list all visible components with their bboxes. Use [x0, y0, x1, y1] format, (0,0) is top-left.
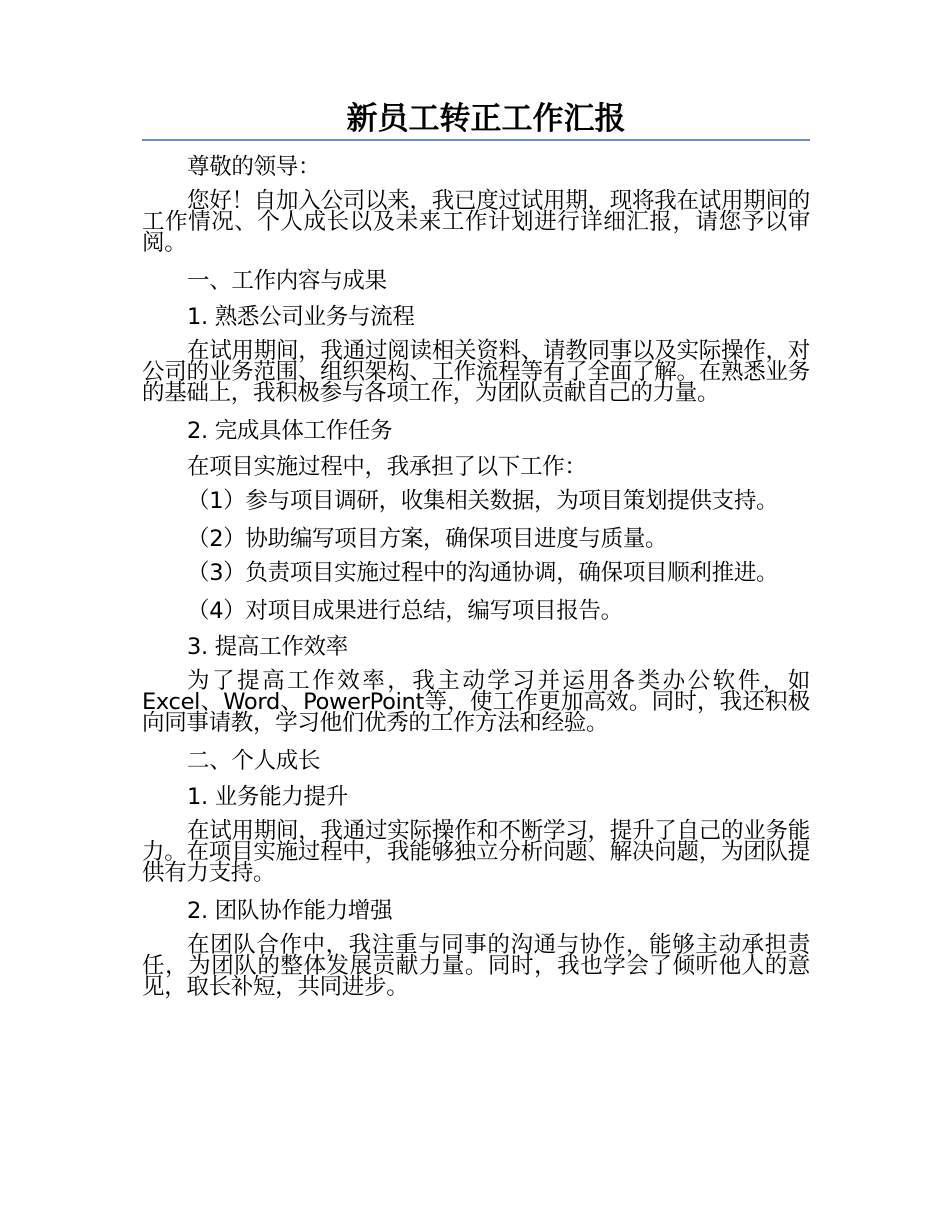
document-title: 新员工转正工作汇报 [346, 101, 626, 137]
document-page [142, 100, 810, 1013]
title-underline [142, 139, 810, 141]
paragraph-teamwork: 在团队合作中，我注重与同事的沟通与协作，能够主动承担责任，为团队的整体发展贡献力量。同时，我也学会了倾听他人的意见，取长补短，共同进步。 [142, 932, 810, 1000]
paragraph-business-ability: 在试用期间，我通过实际操作和不断学习，提升了自己的业务能力。在项目实施过程中，我能够独立分析问题、解决问题，为团队提供有力支持。 [142, 818, 810, 886]
section-heading-work: 一、工作内容与成果 [187, 268, 387, 294]
task-item: （1）参与项目调研，收集相关数据，为项目策划提供支持。 [187, 488, 779, 514]
section-heading-growth: 二、个人成长 [187, 748, 321, 774]
subheading-tasks: 2. 完成具体工作任务 [187, 418, 393, 444]
subheading-teamwork: 2. 团队协作能力增强 [187, 898, 393, 924]
task-item: （2）协助编写项目方案，确保项目进度与质量。 [187, 526, 668, 552]
task-item: （3）负责项目实施过程中的沟通协调，确保项目顺利推进。 [187, 560, 779, 586]
task-item: （4）对项目成果进行总结，编写项目报告。 [187, 598, 623, 624]
paragraph-tasks-intro: 在项目实施过程中，我承担了以下工作： [187, 454, 587, 480]
paragraph-efficiency: 为了提高工作效率，我主动学习并运用各类办公软件，如Excel、Word、PowerPoint等，使工作更加高效。同时，我还积极向同事请教，学习他们优秀的工作方法和经验。 [142, 668, 810, 736]
subheading-efficiency: 3. 提高工作效率 [187, 634, 348, 660]
salutation: 尊敬的领导： [187, 154, 321, 180]
subheading-familiarize: 1. 熟悉公司业务与流程 [187, 304, 415, 330]
intro-paragraph: 您好！自加入公司以来，我已度过试用期，现将我在试用期间的工作情况、个人成长以及未来工作计划进行详细汇报，请您予以审阅。 [142, 188, 810, 256]
subheading-business-ability: 1. 业务能力提升 [187, 784, 348, 810]
paragraph-familiarize: 在试用期间，我通过阅读相关资料、请教同事以及实际操作，对公司的业务范围、组织架构、工作流程等有了全面了解。在熟悉业务的基础上，我积极参与各项工作，为团队贡献自己的力量。 [142, 338, 810, 406]
